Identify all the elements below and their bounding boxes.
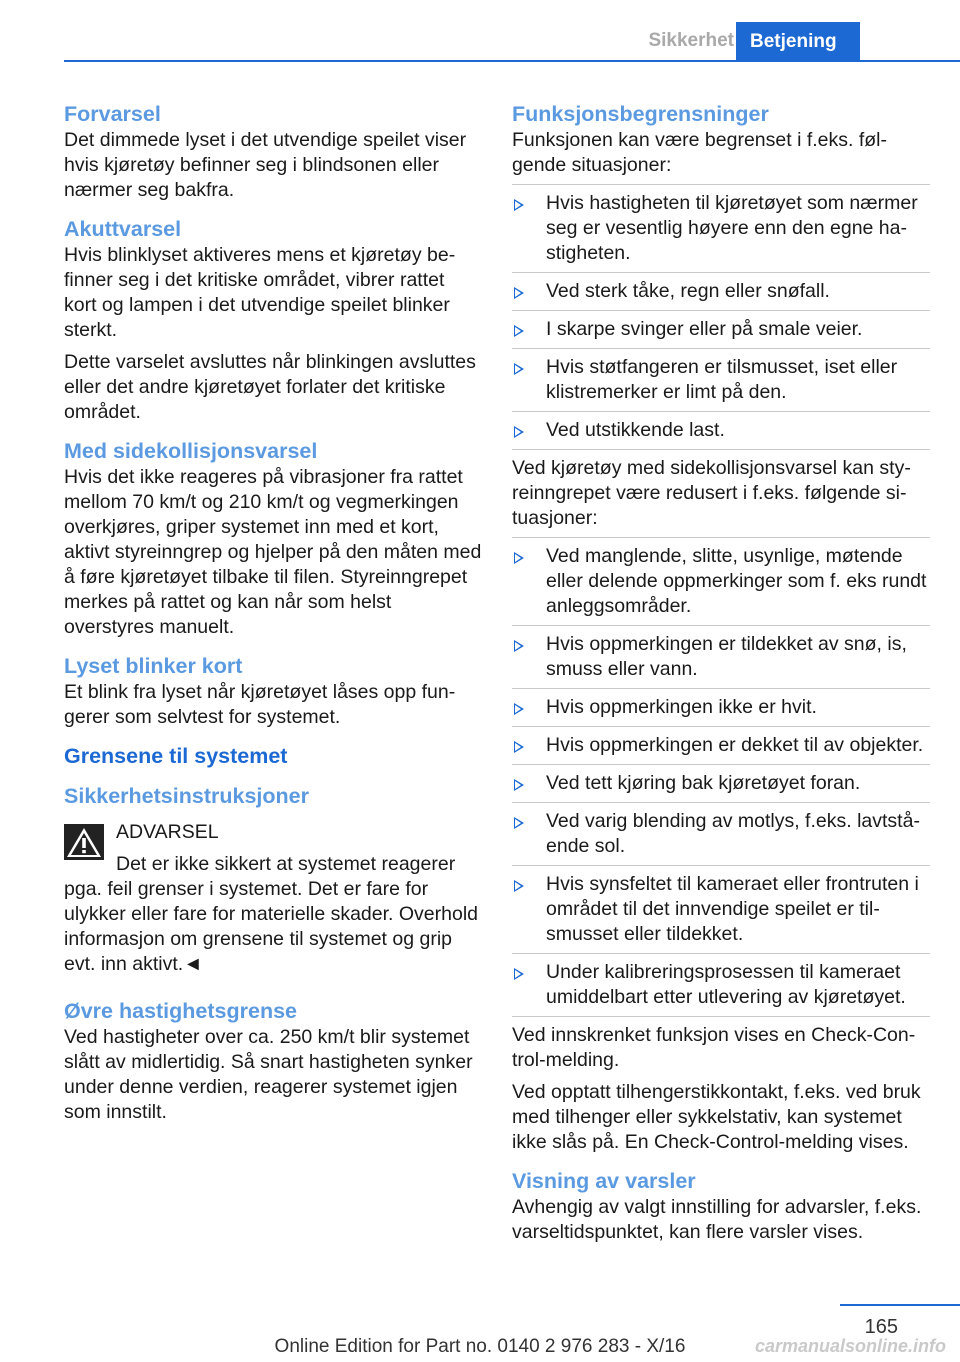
para-funksjonsbegrensninger: Funksjonen kan være begrenset i f.eks. følgende situasjoner: [512,129,888,176]
tab-betjening[interactable]: Betjening [736,22,860,62]
bullet-triangle-icon [514,741,524,753]
bullet-triangle-icon [514,325,524,337]
para-check-control: Ved innskrenket funksjon vises en Check-Control-melding. [512,1024,916,1071]
bullet-triangle-icon [514,552,524,564]
warning-triangle-icon [64,824,104,860]
heading-visning-av-varsler: Visning av varsler [512,1169,696,1193]
list-item: Hvis oppmerkingen er dekket til av objekter. [512,727,930,765]
warning-box [64,816,482,977]
list-item: Hvis synsfeltet til kameraet eller frontruten i området til det innvendige speilet er tilsmusset eller tildekket. [512,866,930,954]
bullet-triangle-icon [514,640,524,652]
page-header [0,0,960,62]
heading-akuttvarsel: Akuttvarsel [64,217,182,241]
list-item: Hvis oppmerkingen er tildekket av snø, is, smuss eller vann. [512,626,930,689]
list-item: Ved varig blending av motlys, f.eks. lavtstående sol. [512,803,930,866]
list-item: Ved tett kjøring bak kjøretøyet foran. [512,765,930,803]
para-ovre-hastighetsgrense: Ved hastigheter over ca. 250 km/t blir systemet slått av midlertidig. Så snart hastigheten synker under denne verdien, reagerer systemet igjen som innstilt. [64,1026,473,1123]
heading-funksjonsbegrensninger: Funksjonsbegrensninger [512,102,769,126]
limitation-list [512,184,930,450]
bullet-triangle-icon [514,817,524,829]
header-rule [64,60,960,62]
tab-sikkerhet[interactable]: Sikkerhet [648,30,734,51]
para-lyset-blinker: Et blink fra lyset når kjøretøyet låses opp fungerer som selvtest for systemet. [64,681,456,728]
bullet-triangle-icon [514,287,524,299]
bullet-triangle-icon [514,363,524,375]
list-item: Ved sterk tåke, regn eller snøfall. [512,273,930,311]
list-item: Hvis oppmerkingen ikke er hvit. [512,689,930,727]
heading-ovre-hastighetsgrense: Øvre hastighetsgrense [64,999,298,1023]
para-akuttvarsel-2: Dette varselet avsluttes når blinkingen avsluttes eller det andre kjøretøyet forlater det kritiske området. [64,351,476,423]
para-tilhenger: Ved opptatt tilhengerstikkontakt, f.eks. ved bruk med tilhenger eller sykkelstativ, kan systemet ikke slås på. En Check-Control-melding vises. [512,1081,921,1153]
edition-note: Online Edition for Part no. 0140 2 976 283 - X/16 [274,1336,686,1357]
steering-limitation-list [512,537,930,1017]
right-column [512,100,930,1245]
warning-text: Det er ikke sikkert at systemet reagerer pga. feil grenser i systemet. Det er fare for ulykker eller fare for materielle skader. Overhold informasjon om grensene til systemet og grip evt. inn aktivt.◄ [64,853,479,975]
para-akuttvarsel-1: Hvis blinklyset aktiveres mens et kjøretøy befinner seg i det kritiske området, vibrer rattet kort og lampen i det utvendige speilet blinker sterkt. [64,244,456,341]
heading-lyset-blinker: Lyset blinker kort [64,654,243,678]
heading-grensene: Grensene til systemet [64,744,288,768]
warning-title: ADVARSEL [116,821,219,843]
page-number: 165 [864,1316,898,1338]
heading-forvarsel: Forvarsel [64,102,161,126]
bullet-triangle-icon [514,703,524,715]
list-item: Under kalibreringsprosessen til kameraet umiddelbart etter utlevering av kjøretøyet. [512,954,930,1017]
list-item: Ved utstikkende last. [512,412,930,450]
list-item: Ved manglende, slitte, usynlige, møtende eller delende oppmerkinger som f. eks rundt anleggsområder. [512,537,930,626]
heading-sidekollisjonsvarsel: Med sidekollisjonsvarsel [64,439,318,463]
list-item: Hvis hastigheten til kjøretøyet som nærmer seg er vesentlig høyere enn den egne hastigheten. [512,184,930,273]
list-item: Hvis støtfangeren er tilsmusset, iset eller klistremerker er limt på den. [512,349,930,412]
bullet-triangle-icon [514,426,524,438]
bullet-triangle-icon [514,779,524,791]
bullet-triangle-icon [514,199,524,211]
heading-sikkerhetsinstruksjoner: Sikkerhetsinstruksjoner [64,784,309,808]
footer-rule [840,1304,960,1306]
para-styreinngrep: Ved kjøretøy med sidekollisjonsvarsel kan styreinngrepet være redusert i f.eks. følgende situasjoner: [512,457,911,529]
left-column [64,100,482,1125]
list-item: I skarpe svinger eller på smale veier. [512,311,930,349]
bullet-triangle-icon [514,880,524,892]
para-forvarsel: Det dimmede lyset i det utvendige speilet viser hvis kjøretøy befinner seg i blindsonen eller nærmer seg bakfra. [64,129,467,201]
watermark: carmanualsonline.info [754,1336,946,1356]
para-visning-av-varsler: Avhengig av valgt innstilling for advarsler, f.eks. varseltidspunktet, kan flere varsler vises. [512,1196,922,1243]
bullet-triangle-icon [514,968,524,980]
para-sidekollisjonsvarsel: Hvis det ikke reageres på vibrasjoner fra rattet mellom 70 km/t og 210 km/t og vegmerkingen overkjøres, griper systemet inn med et kort, aktivt styreinngrep og hjelper på den måten med å føre kjøretøyet tilbake til filen. Styreinngrepet merkes på rattet og kan når som helst overstyres manuelt. [64,466,482,638]
